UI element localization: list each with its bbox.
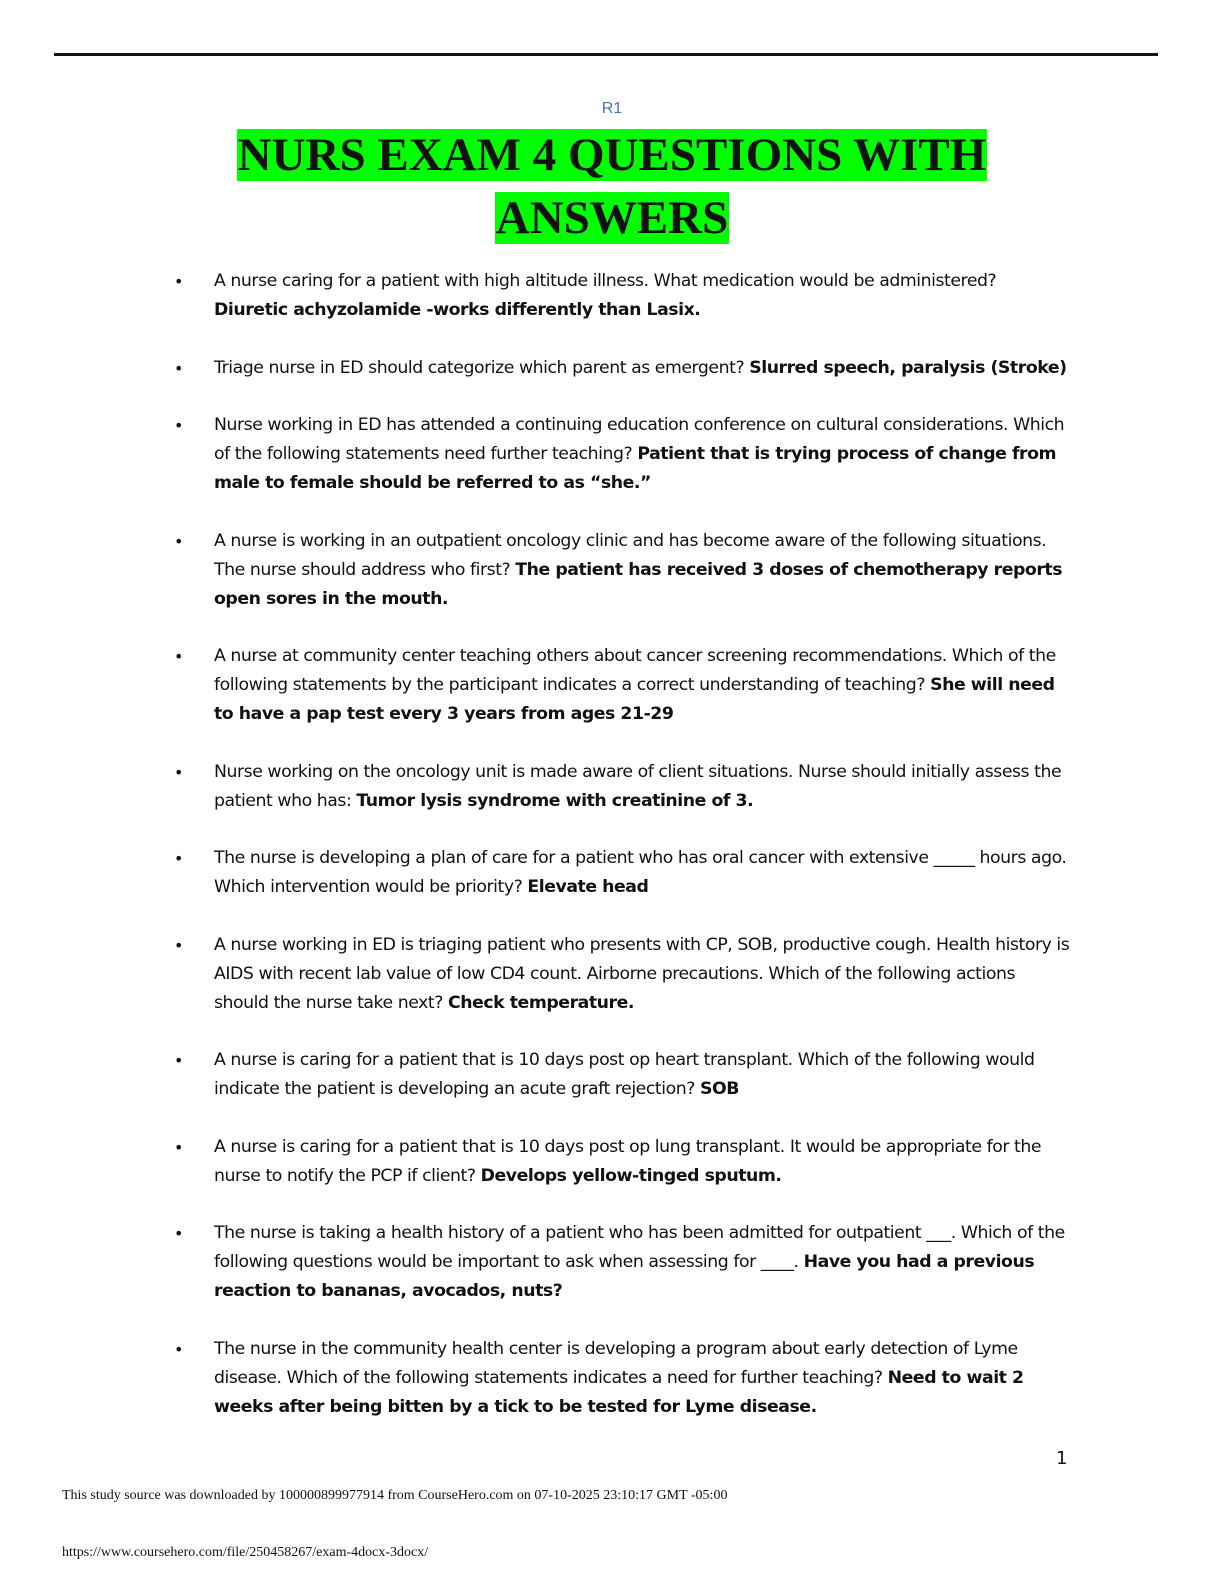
bullet-icon: •: [174, 416, 183, 435]
answer-text: Slurred speech, paralysis (Stroke): [749, 357, 1067, 378]
question-item: [172, 267, 1072, 325]
title-line-1: NURS EXAM 4 QUESTIONS WITH: [237, 129, 987, 181]
question-item: [172, 1335, 1072, 1422]
footer-source: This study source was downloaded by 100000899977914 from CourseHero.com on 07-10-2025 23:10:17 GMT -05:00: [62, 1488, 728, 1503]
top-rule: [54, 53, 1158, 56]
bullet-icon: •: [174, 531, 183, 551]
answer-text: Patient that is trying process of change from male to female should be referred to as “she.”: [214, 444, 1057, 493]
question-text: A nurse at community center teaching others about cancer screening recommendations. Which of the following statements by the participant indicates a correct understanding of teaching?: [214, 646, 1056, 695]
question-item: [172, 931, 1072, 1018]
bullet-icon: •: [174, 358, 183, 378]
footer-url[interactable]: https://www.coursehero.com/file/250458267/exam-4docx-3docx/: [62, 1545, 429, 1560]
answer-text: Need to wait 2 weeks after being bitten by a tick to be tested for Lyme disease.: [214, 1367, 1024, 1417]
question-item: [172, 844, 1072, 902]
question-item: [172, 527, 1072, 614]
question-item: [172, 1219, 1072, 1306]
question-text: A nurse is caring for a patient that is 10 days post op heart transplant. Which of the following would indicate the patient is developing an acute graft rejection?: [214, 1050, 1035, 1099]
question-item: [172, 642, 1072, 729]
question-list: [172, 267, 1072, 1450]
bullet-icon: •: [174, 1224, 183, 1243]
page-number: 1: [1056, 1448, 1068, 1469]
question-text: A nurse is working in an outpatient oncology clinic and has become aware of the following situations. The nurse should address who first?: [214, 530, 1047, 580]
bullet-icon: •: [174, 935, 183, 955]
question-text: The nurse is developing a plan of care for a patient who has oral cancer with extensive _____ hours ago. Which intervention would be priority?: [214, 848, 1067, 897]
bullet-icon: •: [174, 849, 183, 868]
answer-text: SOB: [699, 1079, 739, 1099]
question-text: A nurse working in ED is triaging patient who presents with CP, SOB, productive cough. Health history is AIDS with recent lab value of low CD4 count. Airborne precautions. Which of the following actions should the nurse take next?: [214, 934, 1070, 1013]
answer-text: Have you had a previous reaction to bananas, avocados, nuts?: [214, 1252, 1035, 1301]
answer-text: The patient has received 3 doses of chemotherapy reports open sores in the mouth.: [214, 559, 1063, 609]
answer-text: She will need to have a pap test every 3 years from ages 21-29: [214, 675, 1055, 724]
answer-text: Diuretic achyzolamide -works differently than Lasix.: [214, 300, 701, 320]
bullet-icon: •: [174, 1339, 183, 1359]
bullet-icon: •: [174, 1051, 183, 1070]
answer-text: Develops yellow-tinged sputum.: [480, 1165, 782, 1186]
reference-label: R1: [601, 100, 623, 117]
bullet-icon: •: [174, 272, 183, 291]
question-text: The nurse in the community health center is developing a program about early detection of Lyme disease. Which of the following statements indicates a need for further teaching?: [214, 1338, 1018, 1388]
question-text: The nurse is taking a health history of a patient who has been admitted for outpatient ___. Which of the following questions would be important to ask when assessing for ____.: [214, 1223, 1065, 1272]
question-item: [172, 1046, 1072, 1104]
bullet-icon: •: [174, 1137, 183, 1157]
question-item: [172, 758, 1072, 816]
question-text: A nurse caring for a patient with high altitude illness. What medication would be administered?: [214, 271, 997, 291]
question-item: [172, 411, 1072, 498]
question-text: Nurse working on the oncology unit is made aware of client situations. Nurse should initially assess the patient who has:: [214, 761, 1062, 811]
question-item: [172, 354, 1072, 383]
answer-text: Check temperature.: [447, 992, 634, 1013]
title-line-2: ANSWERS: [495, 192, 729, 244]
question-text: Nurse working in ED has attended a continuing education conference on cultural considerations. Which of the following statements need further teaching?: [214, 415, 1065, 464]
answer-text: Elevate head: [527, 877, 649, 897]
bullet-icon: •: [174, 762, 183, 782]
document-title: [150, 124, 1074, 250]
bullet-icon: •: [174, 647, 183, 666]
question-item: [172, 1133, 1072, 1191]
answer-text: Tumor lysis syndrome with creatinine of 3.: [356, 790, 754, 811]
question-text: Triage nurse in ED should categorize which parent as emergent?: [214, 357, 750, 378]
question-text: A nurse is caring for a patient that is 10 days post op lung transplant. It would be appropriate for the nurse to notify the PCP if client?: [214, 1136, 1042, 1186]
